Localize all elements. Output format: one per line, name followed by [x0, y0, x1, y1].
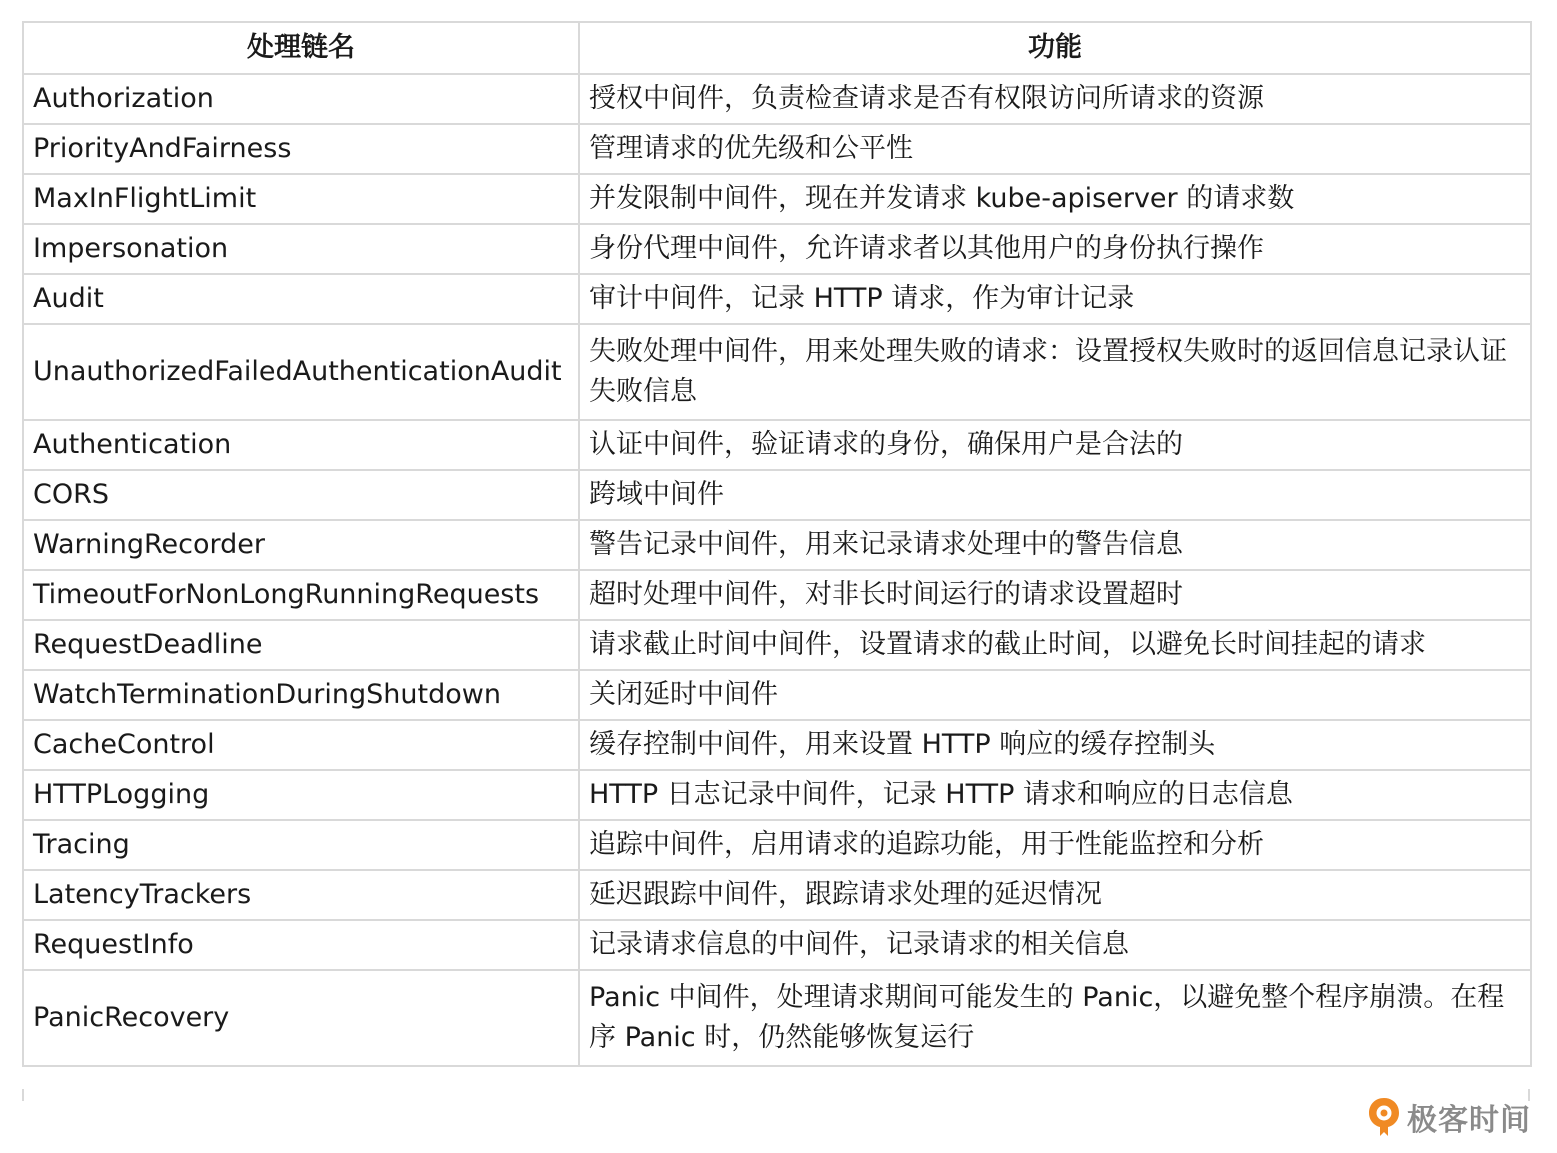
chain-name-cell: MaxInFlightLimit	[23, 174, 579, 224]
table-row	[23, 174, 1531, 224]
table-row	[23, 74, 1531, 124]
chain-name-cell: WarningRecorder	[23, 520, 579, 570]
function-cell: 授权中间件，负责检查请求是否有权限访问所请求的资源	[579, 74, 1531, 124]
function-cell: 缓存控制中间件，用来设置 HTTP 响应的缓存控制头	[579, 720, 1531, 770]
table-row	[23, 820, 1531, 870]
table-row	[23, 570, 1531, 620]
table-row	[23, 420, 1531, 470]
table-row	[23, 720, 1531, 770]
chain-name-cell: TimeoutForNonLongRunningRequests	[23, 570, 579, 620]
chain-name-cell: RequestDeadline	[23, 620, 579, 670]
function-cell: 失败处理中间件，用来处理失败的请求：设置授权失败时的返回信息记录认证失败信息	[579, 324, 1531, 420]
table-row	[23, 970, 1531, 1066]
function-cell: 跨域中间件	[579, 470, 1531, 520]
function-cell: 记录请求信息的中间件，记录请求的相关信息	[579, 920, 1531, 970]
table-row	[23, 620, 1531, 670]
table-row	[23, 670, 1531, 720]
table-row	[23, 274, 1531, 324]
chain-name-cell: PanicRecovery	[23, 970, 579, 1066]
function-cell: 警告记录中间件，用来记录请求处理中的警告信息	[579, 520, 1531, 570]
chain-name-cell: Audit	[23, 274, 579, 324]
table-header-row	[23, 22, 1531, 74]
table-row	[23, 870, 1531, 920]
chain-name-cell: RequestInfo	[23, 920, 579, 970]
geektime-logo-icon	[1367, 1096, 1401, 1138]
table-row	[23, 920, 1531, 970]
chain-name-cell: CacheControl	[23, 720, 579, 770]
function-cell: 审计中间件，记录 HTTP 请求，作为审计记录	[579, 274, 1531, 324]
table-row	[23, 224, 1531, 274]
brand-watermark	[1367, 1095, 1531, 1139]
function-cell: 认证中间件，验证请求的身份，确保用户是合法的	[579, 420, 1531, 470]
table-row	[23, 520, 1531, 570]
chain-name-cell: Authorization	[23, 74, 579, 124]
function-cell: 请求截止时间中间件，设置请求的截止时间，以避免长时间挂起的请求	[579, 620, 1531, 670]
table-row	[23, 470, 1531, 520]
function-cell: 并发限制中间件，现在并发请求 kube-apiserver 的请求数	[579, 174, 1531, 224]
chain-name-cell: Tracing	[23, 820, 579, 870]
function-cell: 追踪中间件，启用请求的追踪功能，用于性能监控和分析	[579, 820, 1531, 870]
function-cell: Panic 中间件，处理请求期间可能发生的 Panic，以避免整个程序崩溃。在程序 Panic 时，仍然能够恢复运行	[579, 970, 1531, 1066]
chain-name-cell: CORS	[23, 470, 579, 520]
table-row	[23, 770, 1531, 820]
function-cell: 管理请求的优先级和公平性	[579, 124, 1531, 174]
table-row	[23, 124, 1531, 174]
middleware-table	[22, 21, 1532, 1067]
function-cell: 身份代理中间件，允许请求者以其他用户的身份执行操作	[579, 224, 1531, 274]
header-chain-name: 处理链名	[23, 22, 579, 74]
chain-name-cell: Authentication	[23, 420, 579, 470]
chain-name-cell: LatencyTrackers	[23, 870, 579, 920]
function-cell: HTTP 日志记录中间件，记录 HTTP 请求和响应的日志信息	[579, 770, 1531, 820]
chain-name-cell: Impersonation	[23, 224, 579, 274]
middleware-table-container	[22, 21, 1530, 1067]
chain-name-cell: UnauthorizedFailedAuthenticationAudit	[23, 324, 579, 420]
table-border-tail-left	[22, 1089, 24, 1101]
chain-name-cell: WatchTerminationDuringShutdown	[23, 670, 579, 720]
table-row	[23, 324, 1531, 420]
function-cell: 关闭延时中间件	[579, 670, 1531, 720]
function-cell: 超时处理中间件，对非长时间运行的请求设置超时	[579, 570, 1531, 620]
brand-name: 极客时间	[1407, 1103, 1531, 1138]
function-cell: 延迟跟踪中间件，跟踪请求处理的延迟情况	[579, 870, 1531, 920]
chain-name-cell: HTTPLogging	[23, 770, 579, 820]
chain-name-cell: PriorityAndFairness	[23, 124, 579, 174]
header-function: 功能	[579, 22, 1531, 74]
